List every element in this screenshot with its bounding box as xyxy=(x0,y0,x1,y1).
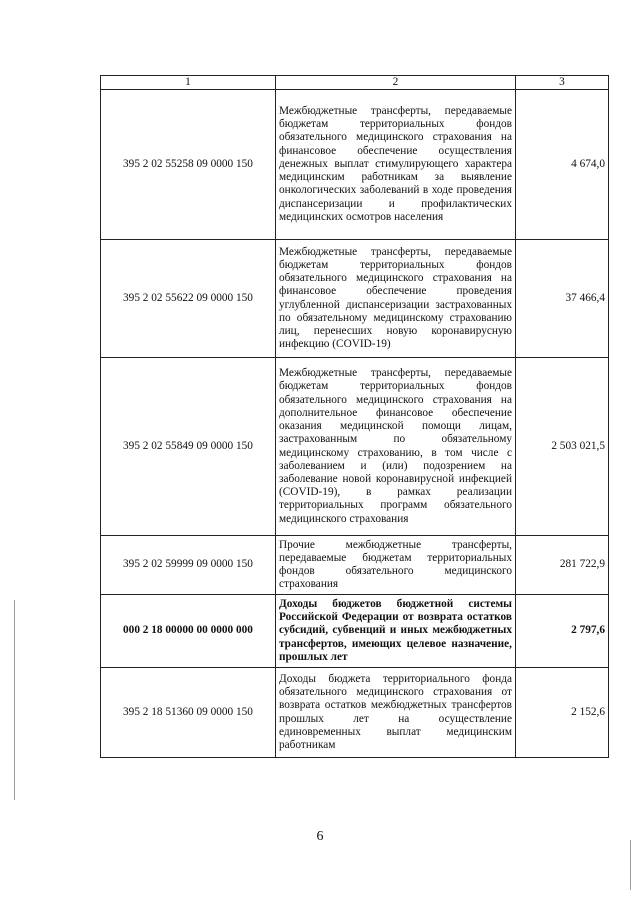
row-code: 395 2 02 55849 09 0000 150 xyxy=(101,358,276,536)
row-code: 395 2 02 55258 09 0000 150 xyxy=(101,90,276,240)
row-description: Межбюджетные трансферты, передаваемые бюджетам территориальных фондов обязательного медицинского страхования на финансовое обеспечение осуществления денежных выплат стимулирующего характера медицинским работникам за выявление онкологических заболеваний в ходе проведения диспансеризации и профилактических медицинских осмотров населения xyxy=(276,90,516,240)
column-header-description: 2 xyxy=(276,76,516,90)
row-description: Прочие межбюджетные трансферты, передаваемые бюджетам территориальных фондов обязательного медицинского страхования xyxy=(276,536,516,595)
row-amount: 2 152,6 xyxy=(516,668,609,758)
row-amount: 2 797,6 xyxy=(516,595,609,668)
table-row xyxy=(101,668,609,758)
row-amount: 37 466,4 xyxy=(516,240,609,358)
table-row xyxy=(101,240,609,358)
page-number: 6 xyxy=(316,829,324,844)
row-code: 395 2 02 59999 09 0000 150 xyxy=(101,536,276,595)
row-description: Межбюджетные трансферты, передаваемые бюджетам территориальных фондов обязательного медицинского страхования на финансовое обеспечение проведения углубленной диспансеризации застрахованных по обязательному медицинскому страхованию лиц, перенесших новую коронавирусную инфекцию (COVID-19) xyxy=(276,240,516,358)
table-header-row xyxy=(101,76,609,90)
column-header-amount: 3 xyxy=(516,76,609,90)
scan-edge-mark xyxy=(630,840,631,890)
row-amount: 281 722,9 xyxy=(516,536,609,595)
table-row xyxy=(101,536,609,595)
row-description: Межбюджетные трансферты, передаваемые бюджетам территориальных фондов обязательного медицинского страхования на дополнительное финансовое обеспечение оказания медицинской помощи лицам, застрахованным по обязательному медицинскому страхованию, в том числе с заболеванием и (или) подозрением на заболевание новой коронавирусной инфекцией (COVID-19), в рамках реализации территориальных программ обязательного медицинского страхования xyxy=(276,358,516,536)
revenue-table xyxy=(100,75,609,758)
row-code: 395 2 18 51360 09 0000 150 xyxy=(101,668,276,758)
table-row xyxy=(101,595,609,668)
table-row xyxy=(101,358,609,536)
row-amount: 2 503 021,5 xyxy=(516,358,609,536)
column-header-code: 1 xyxy=(101,76,276,90)
row-code: 395 2 02 55622 09 0000 150 xyxy=(101,240,276,358)
row-description: Доходы бюджетов бюджетной системы Российской Федерации от возврата остатков субсидий, субвенций и иных межбюджетных трансфертов, имеющих целевое назначение, прошлых лет xyxy=(276,595,516,668)
table-row xyxy=(101,90,609,240)
row-code: 000 2 18 00000 00 0000 000 xyxy=(101,595,276,668)
scan-edge-mark xyxy=(14,600,15,800)
row-amount: 4 674,0 xyxy=(516,90,609,240)
row-description: Доходы бюджета территориального фонда обязательного медицинского страхования от возврата остатков межбюджетных трансфертов прошлых лет на осуществление единовременных выплат медицинским работникам xyxy=(276,668,516,758)
